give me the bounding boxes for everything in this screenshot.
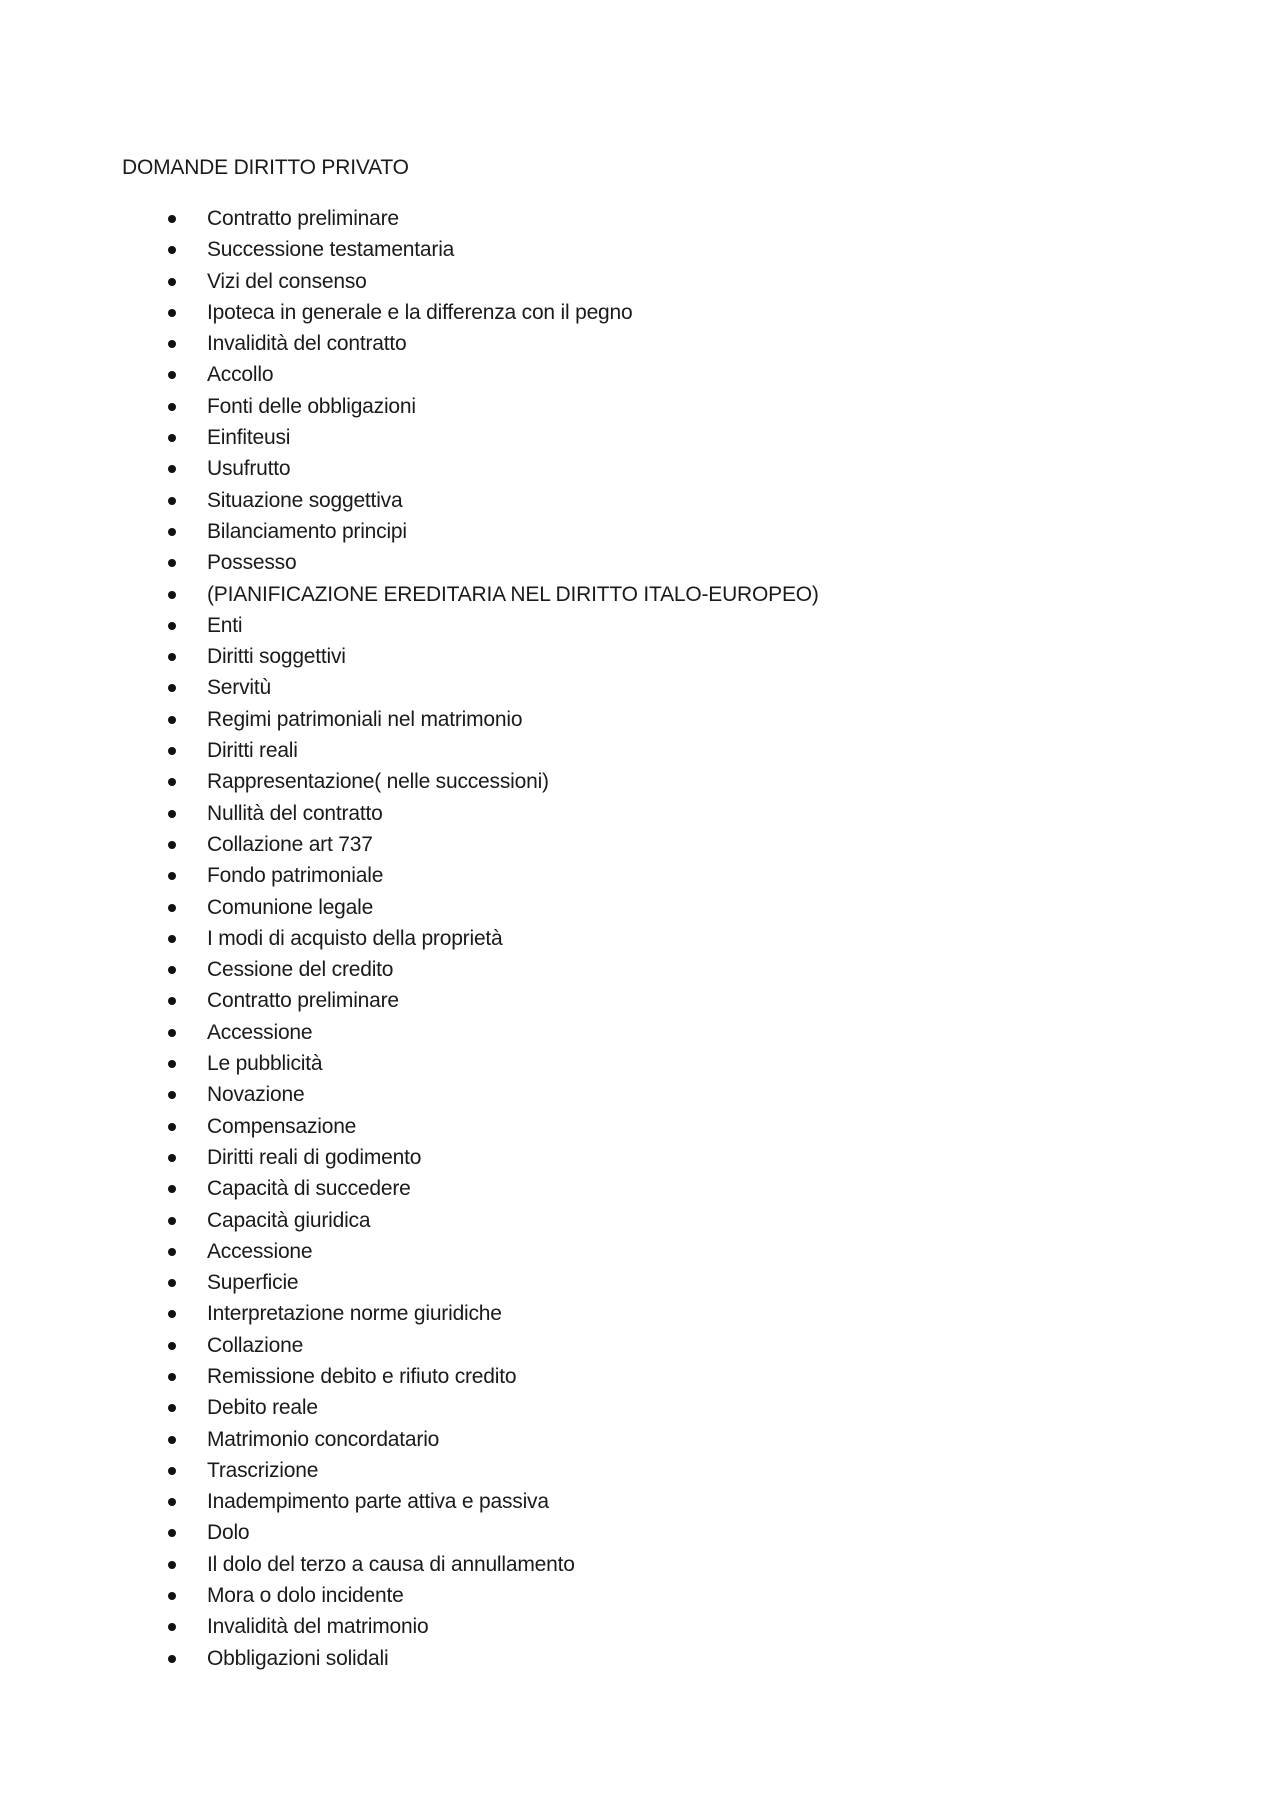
list-item-text: Fondo patrimoniale — [207, 864, 384, 888]
bullet-icon — [168, 340, 176, 348]
list-item-text: Inadempimento parte attiva e passiva — [207, 1490, 549, 1514]
list-item-text: Collazione art 737 — [207, 832, 373, 856]
list-item-text: Enti — [207, 613, 243, 637]
list-item-text: Diritti soggettivi — [207, 645, 346, 669]
bullet-icon — [168, 1154, 176, 1162]
list-item-text: Diritti reali di godimento — [207, 1145, 422, 1169]
list-item-text: Accessione — [207, 1239, 313, 1263]
bullet-icon — [168, 1373, 176, 1381]
list-item-text: Servitù — [207, 676, 271, 700]
list-item-text: Bilanciamento principi — [207, 519, 407, 543]
bullet-icon — [168, 1279, 176, 1287]
list-item-text: Cessione del credito — [207, 958, 394, 982]
list-item-text: Fonti delle obbligazioni — [207, 394, 416, 418]
bullet-icon — [168, 591, 176, 599]
bullet-icon — [168, 1623, 176, 1631]
bullet-icon — [168, 1561, 176, 1569]
bullet-icon — [168, 1217, 176, 1225]
list-item-text: Rappresentazione( nelle successioni) — [207, 770, 549, 794]
list-item-text: Dolo — [207, 1521, 250, 1545]
bullet-icon — [168, 1123, 176, 1131]
list-item-text: Invalidità del contratto — [207, 332, 407, 356]
bullet-icon — [168, 1185, 176, 1193]
list-item-text: (PIANIFICAZIONE EREDITARIA NEL DIRITTO ITALO-EUROPEO) — [207, 582, 819, 606]
bullet-icon — [168, 497, 176, 505]
list-item-text: Mora o dolo incidente — [207, 1584, 404, 1608]
bullet-icon — [168, 1342, 176, 1350]
list-item-text: Accessione — [207, 1020, 313, 1044]
bullet-icon — [168, 309, 176, 317]
list-item-text: Contratto preliminare — [207, 207, 399, 230]
list-item-text: Diritti reali — [207, 739, 298, 763]
list-item-text: Usufrutto — [207, 457, 291, 481]
bullet-icon — [168, 1529, 176, 1537]
list-item-text: Possesso — [207, 551, 297, 575]
bullet-icon — [168, 1655, 176, 1663]
bullet-icon — [168, 872, 176, 880]
list-item-text: Matrimonio concordatario — [207, 1427, 440, 1451]
document-title: DOMANDE DIRITTO PRIVATO — [122, 156, 409, 179]
bullet-icon — [168, 1248, 176, 1256]
bullet-icon — [168, 841, 176, 849]
bullet-icon — [168, 778, 176, 786]
bullet-icon — [168, 1310, 176, 1318]
bullet-icon — [168, 684, 176, 692]
list-item-text: Novazione — [207, 1083, 305, 1107]
bullet-icon — [168, 747, 176, 755]
bullet-icon — [168, 997, 176, 1005]
bullet-icon — [168, 1091, 176, 1099]
bullet-icon — [168, 653, 176, 661]
bullet-icon — [168, 904, 176, 912]
list-item-text: Contratto preliminare — [207, 989, 399, 1013]
list-item-text: Obbligazioni solidali — [207, 1646, 389, 1670]
bullet-icon — [168, 1436, 176, 1444]
bullet-icon — [168, 966, 176, 974]
bullet-icon — [168, 716, 176, 724]
list-item-text: Regimi patrimoniali nel matrimonio — [207, 707, 523, 731]
bullet-icon — [168, 465, 176, 473]
bullet-icon — [168, 528, 176, 536]
bullet-icon — [168, 1498, 176, 1506]
bullet-icon — [168, 215, 176, 223]
list-item-text: Trascrizione — [207, 1458, 319, 1482]
list-item-text: Successione testamentaria — [207, 238, 455, 262]
list-item-text: Ipoteca in generale e la differenza con il pegno — [207, 300, 633, 324]
bullet-icon — [168, 403, 176, 411]
bullet-icon — [168, 434, 176, 442]
bullet-icon — [168, 1404, 176, 1412]
list-item-text: Remissione debito e rifiuto credito — [207, 1364, 517, 1388]
list-item-text: Situazione soggettiva — [207, 488, 403, 512]
list-item-text: Collazione — [207, 1333, 304, 1357]
list-item-text: Invalidità del matrimonio — [207, 1615, 429, 1639]
list-item-text: Le pubblicità — [207, 1052, 323, 1076]
bullet-icon — [168, 1060, 176, 1068]
bullet-icon — [168, 559, 176, 567]
list-item-text: Superficie — [207, 1271, 299, 1295]
bullet-icon — [168, 935, 176, 943]
list-item-text: Capacità giuridica — [207, 1208, 371, 1232]
list-item-text: Accollo — [207, 363, 274, 387]
bullet-icon — [168, 810, 176, 818]
list-item-text: Debito reale — [207, 1396, 318, 1420]
list-item-text: Comunione legale — [207, 895, 374, 919]
list-item-text: Einfiteusi — [207, 426, 291, 450]
bullet-icon — [168, 1029, 176, 1037]
bullet-icon — [168, 1592, 176, 1600]
list-item-text: Capacità di succedere — [207, 1177, 411, 1201]
list-item-text: Il dolo del terzo a causa di annullamento — [207, 1552, 575, 1576]
bullet-icon — [168, 1467, 176, 1475]
list-item-text: Interpretazione norme giuridiche — [207, 1302, 502, 1326]
bullet-icon — [168, 246, 176, 254]
list-item-text: I modi di acquisto della proprietà — [207, 926, 503, 950]
bullet-icon — [168, 371, 176, 379]
list-item-text: Compensazione — [207, 1114, 357, 1138]
bullet-icon — [168, 278, 176, 286]
list-item-text: Vizi del consenso — [207, 269, 367, 293]
list-item-text: Nullità del contratto — [207, 801, 383, 825]
bullet-icon — [168, 622, 176, 630]
